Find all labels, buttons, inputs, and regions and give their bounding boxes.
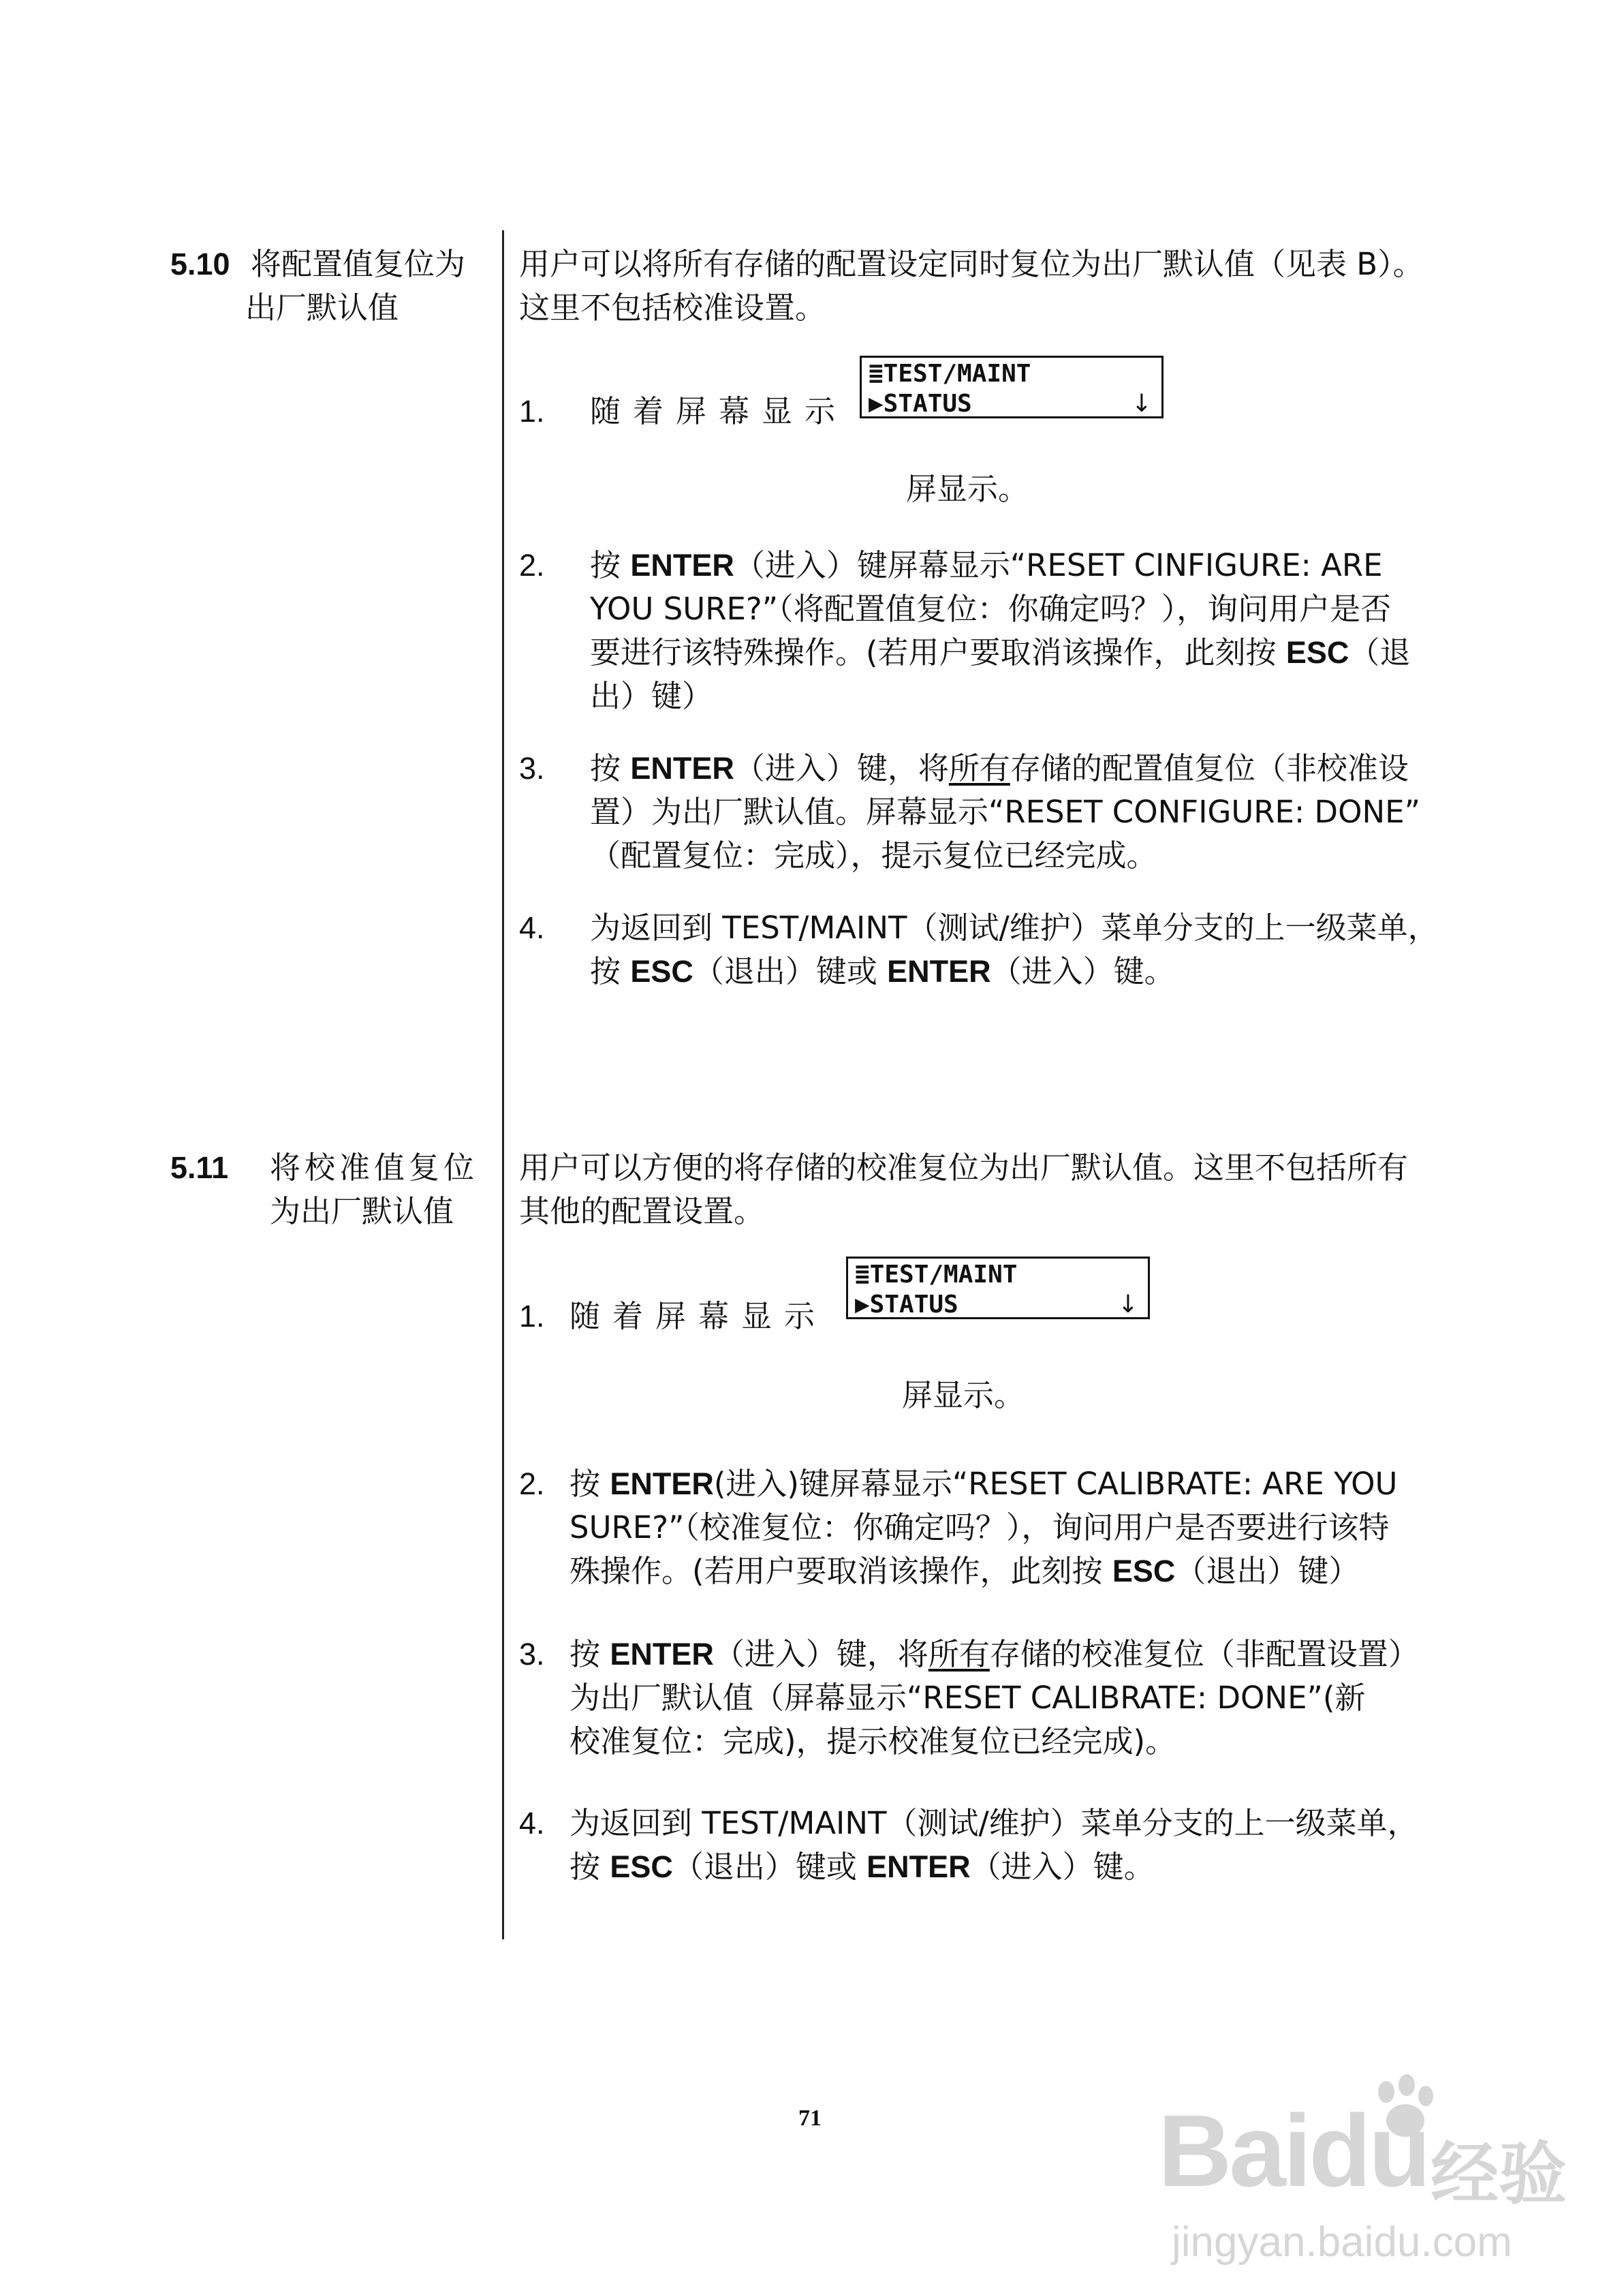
intro-line: 这里不包括校准设置。 (519, 290, 826, 326)
step3-line: 校准复位：完成)，提示校准复位已经完成)。 (569, 1723, 1176, 1759)
step2-line: 按 ENTER（进入）键屏幕显示“RESET CINFIGURE: ARE (590, 547, 1383, 583)
section-title-line2: 出厂默认值 (245, 290, 399, 326)
step2-line: 要进行该特殊操作。(若用户要取消该操作，此刻按 ESC（退 (590, 634, 1411, 671)
watermark-logo: Baidu (1158, 2093, 1428, 2208)
step-number: 2. (519, 1466, 545, 1501)
section-number: 5.10 (170, 247, 230, 281)
section-title-line1: 将校准值复位 (270, 1150, 479, 1186)
step4-line: 为返回到 TEST/MAINT（测试/维护）菜单分支的上一级菜单， (569, 1805, 1418, 1841)
step-number: 3. (519, 751, 545, 786)
lcd-line2: ▶STATUS (855, 1291, 958, 1319)
step1-label: 随着屏幕显示 (590, 393, 848, 429)
baidu-watermark (1158, 2071, 1594, 2269)
step3-line: 为出厂默认值（屏幕显示“RESET CALIBRATE: DONE”(新 (569, 1680, 1366, 1716)
lcd-display (846, 1257, 1150, 1319)
step-number: 1. (519, 394, 545, 429)
section-number: 5.11 (170, 1150, 229, 1185)
step3-line: 按 ENTER（进入）键，将所有存储的配置值复位（非校准设 (590, 750, 1409, 786)
step-number: 3. (519, 1637, 545, 1672)
step1-after: 屏显示。 (902, 1377, 1025, 1413)
section-5-11-number (170, 1146, 228, 1190)
step1-after: 屏显示。 (906, 471, 1029, 507)
down-arrow-icon: ↓ (1117, 1291, 1138, 1319)
lcd-line1: ≣TEST/MAINT (855, 1261, 1018, 1289)
step-number: 1. (519, 1299, 545, 1334)
step4-line: 按 ESC（退出）键或 ENTER（进入）键。 (569, 1849, 1155, 1885)
step2-line: 出）键） (590, 678, 713, 714)
watermark-cn: 经验 (1431, 2134, 1567, 2214)
step3-line: （配置复位：完成），提示复位已经完成。 (590, 837, 1157, 874)
step2-line: 殊操作。(若用户要取消该操作，此刻按 ESC（退出）键） (569, 1553, 1360, 1589)
step2-line: 按 ENTER(进入)键屏幕显示“RESET CALIBRATE: ARE YOU (569, 1466, 1398, 1502)
step2-line: YOU SURE?”（将配置值复位：你确定吗？），询问用户是否 (590, 591, 1392, 627)
lcd-line1: ≣TEST/MAINT (869, 360, 1031, 388)
step1-label: 随着屏幕显示 (569, 1298, 828, 1334)
step3-line: 置）为出厂默认值。屏幕显示“RESET CONFIGURE: DONE” (590, 794, 1420, 830)
step4-line: 按 ESC（退出）键或 ENTER（进入）键。 (590, 953, 1175, 989)
intro-line: 用户可以方便的将存储的校准复位为出厂默认值。这里不包括所有 (519, 1150, 1409, 1186)
intro-line: 其他的配置设置。 (519, 1193, 765, 1229)
watermark-url: jingyan.baidu.com (1172, 2219, 1512, 2266)
step3-line: 按 ENTER（进入）键，将所有存储的校准复位（非配置设置） (569, 1636, 1419, 1672)
column-divider (502, 230, 504, 1939)
lcd-line2: ▶STATUS (869, 390, 972, 418)
section-title-line2: 为出厂默认值 (270, 1193, 454, 1229)
page-number: 71 (798, 2106, 822, 2131)
down-arrow-icon: ↓ (1131, 390, 1152, 418)
step2-line: SURE?”（校准复位：你确定吗？），询问用户是否要进行该特 (569, 1509, 1390, 1545)
section-title-line1: 将配置值复位为 (251, 246, 466, 282)
step4-line: 为返回到 TEST/MAINT（测试/维护）菜单分支的上一级菜单， (590, 910, 1439, 946)
step-number: 4. (519, 1806, 545, 1840)
step-number: 2. (519, 548, 545, 583)
section-5-10-number (170, 243, 230, 286)
step-number: 4. (519, 910, 545, 945)
intro-line: 用户可以将所有存储的配置设定同时复位为出厂默认值（见表 B）。 (519, 246, 1424, 282)
lcd-display (860, 356, 1164, 418)
